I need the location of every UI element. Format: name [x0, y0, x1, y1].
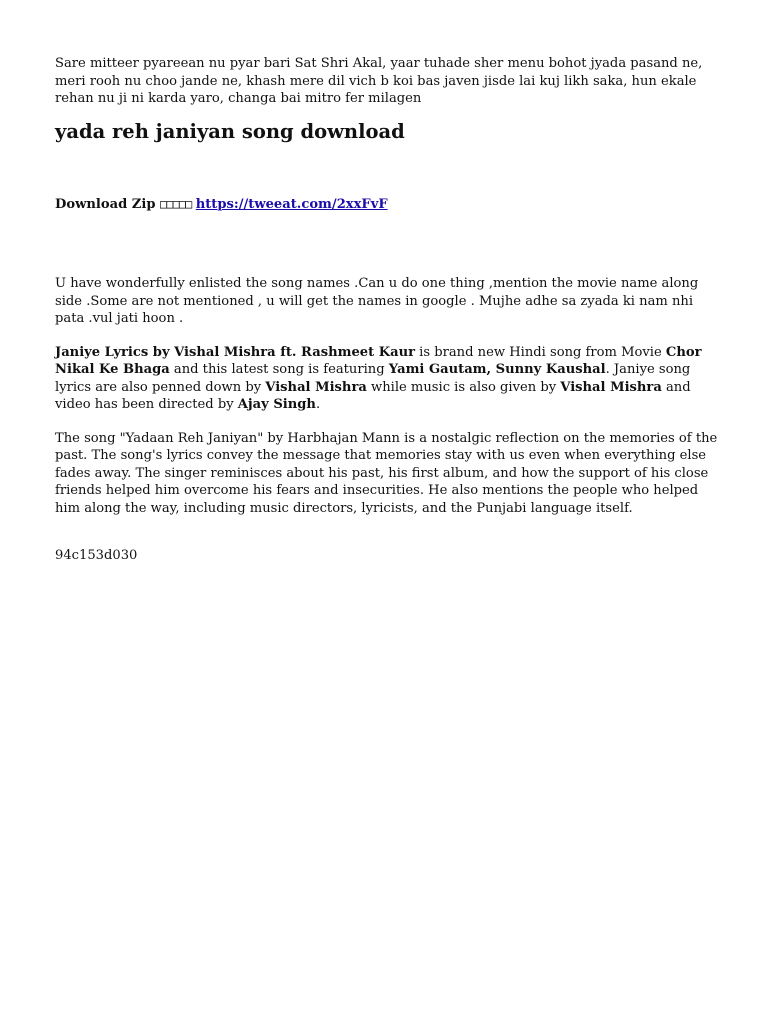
composer-bold: Vishal Mishra: [560, 379, 662, 395]
lyrics-text-6: .: [315, 397, 321, 412]
placeholder-glyphs: □□□□□: [160, 196, 192, 211]
director-bold: Ajay Singh: [237, 397, 316, 412]
download-label: Download Zip: [55, 196, 156, 212]
lyrics-text-5: and video has been directed by: [55, 379, 691, 412]
download-line: [55, 196, 720, 214]
lyrics-text-4: while music is also given by: [366, 379, 561, 395]
song-credit-bold: Janiye Lyrics by Vishal Mishra ft. Rashmeet Kaur: [55, 344, 415, 360]
lyrics-paragraph: [55, 344, 720, 414]
document-body: [55, 55, 720, 565]
lyrics-text-1: is brand new Hindi song from Movie: [415, 344, 666, 360]
page-title: yada reh janiyan song download: [55, 119, 405, 143]
movie-name-bold: Chor Nikal Ke Bhaga: [55, 344, 702, 377]
hash-code: 94c153d030: [55, 548, 138, 563]
summary-paragraph: The song "Yadaan Reh Janiyan" by Harbhajan Mann is a nostalgic reflection on the memories of the past. The song's lyrics convey the message that memories stay with us even when everything else fades away. The singer reminisces about his past, his first album, and how the support of his close friends helped him overcome his fears and insecurities. He also mentions the people who helped him along the way, including music directors, lyricists, and the Punjabi language itself.: [55, 430, 718, 516]
lyrics-text-3: . Janiye song lyrics are also penned down by: [55, 362, 691, 395]
intro-paragraph: Sare mitteer pyareean nu pyar bari Sat Shri Akal, yaar tuhade sher menu bohot jyada pasand ne, meri rooh nu choo jande ne, khash mere dil vich b koi bas javen jisde lai kuj likh saka, hun ekale rehan nu ji ni karda yaro, changa bai mitro fer milagen: [55, 56, 703, 106]
lyrics-text-2: and this latest song is featuring: [169, 362, 389, 377]
comment-paragraph: U have wonderfully enlisted the song names .Can u do one thing ,mention the movie name along side .Some are not mentioned , u will get the names in google . Mujhe adhe sa zyada ki nam nhi pata .vul jati hoon .: [55, 276, 699, 326]
lyricist-bold: Vishal Mishra: [265, 379, 367, 395]
cast-bold: Yami Gautam, Sunny Kaushal: [388, 362, 606, 377]
download-link[interactable]: https://tweeat.com/2xxFvF: [195, 196, 388, 212]
